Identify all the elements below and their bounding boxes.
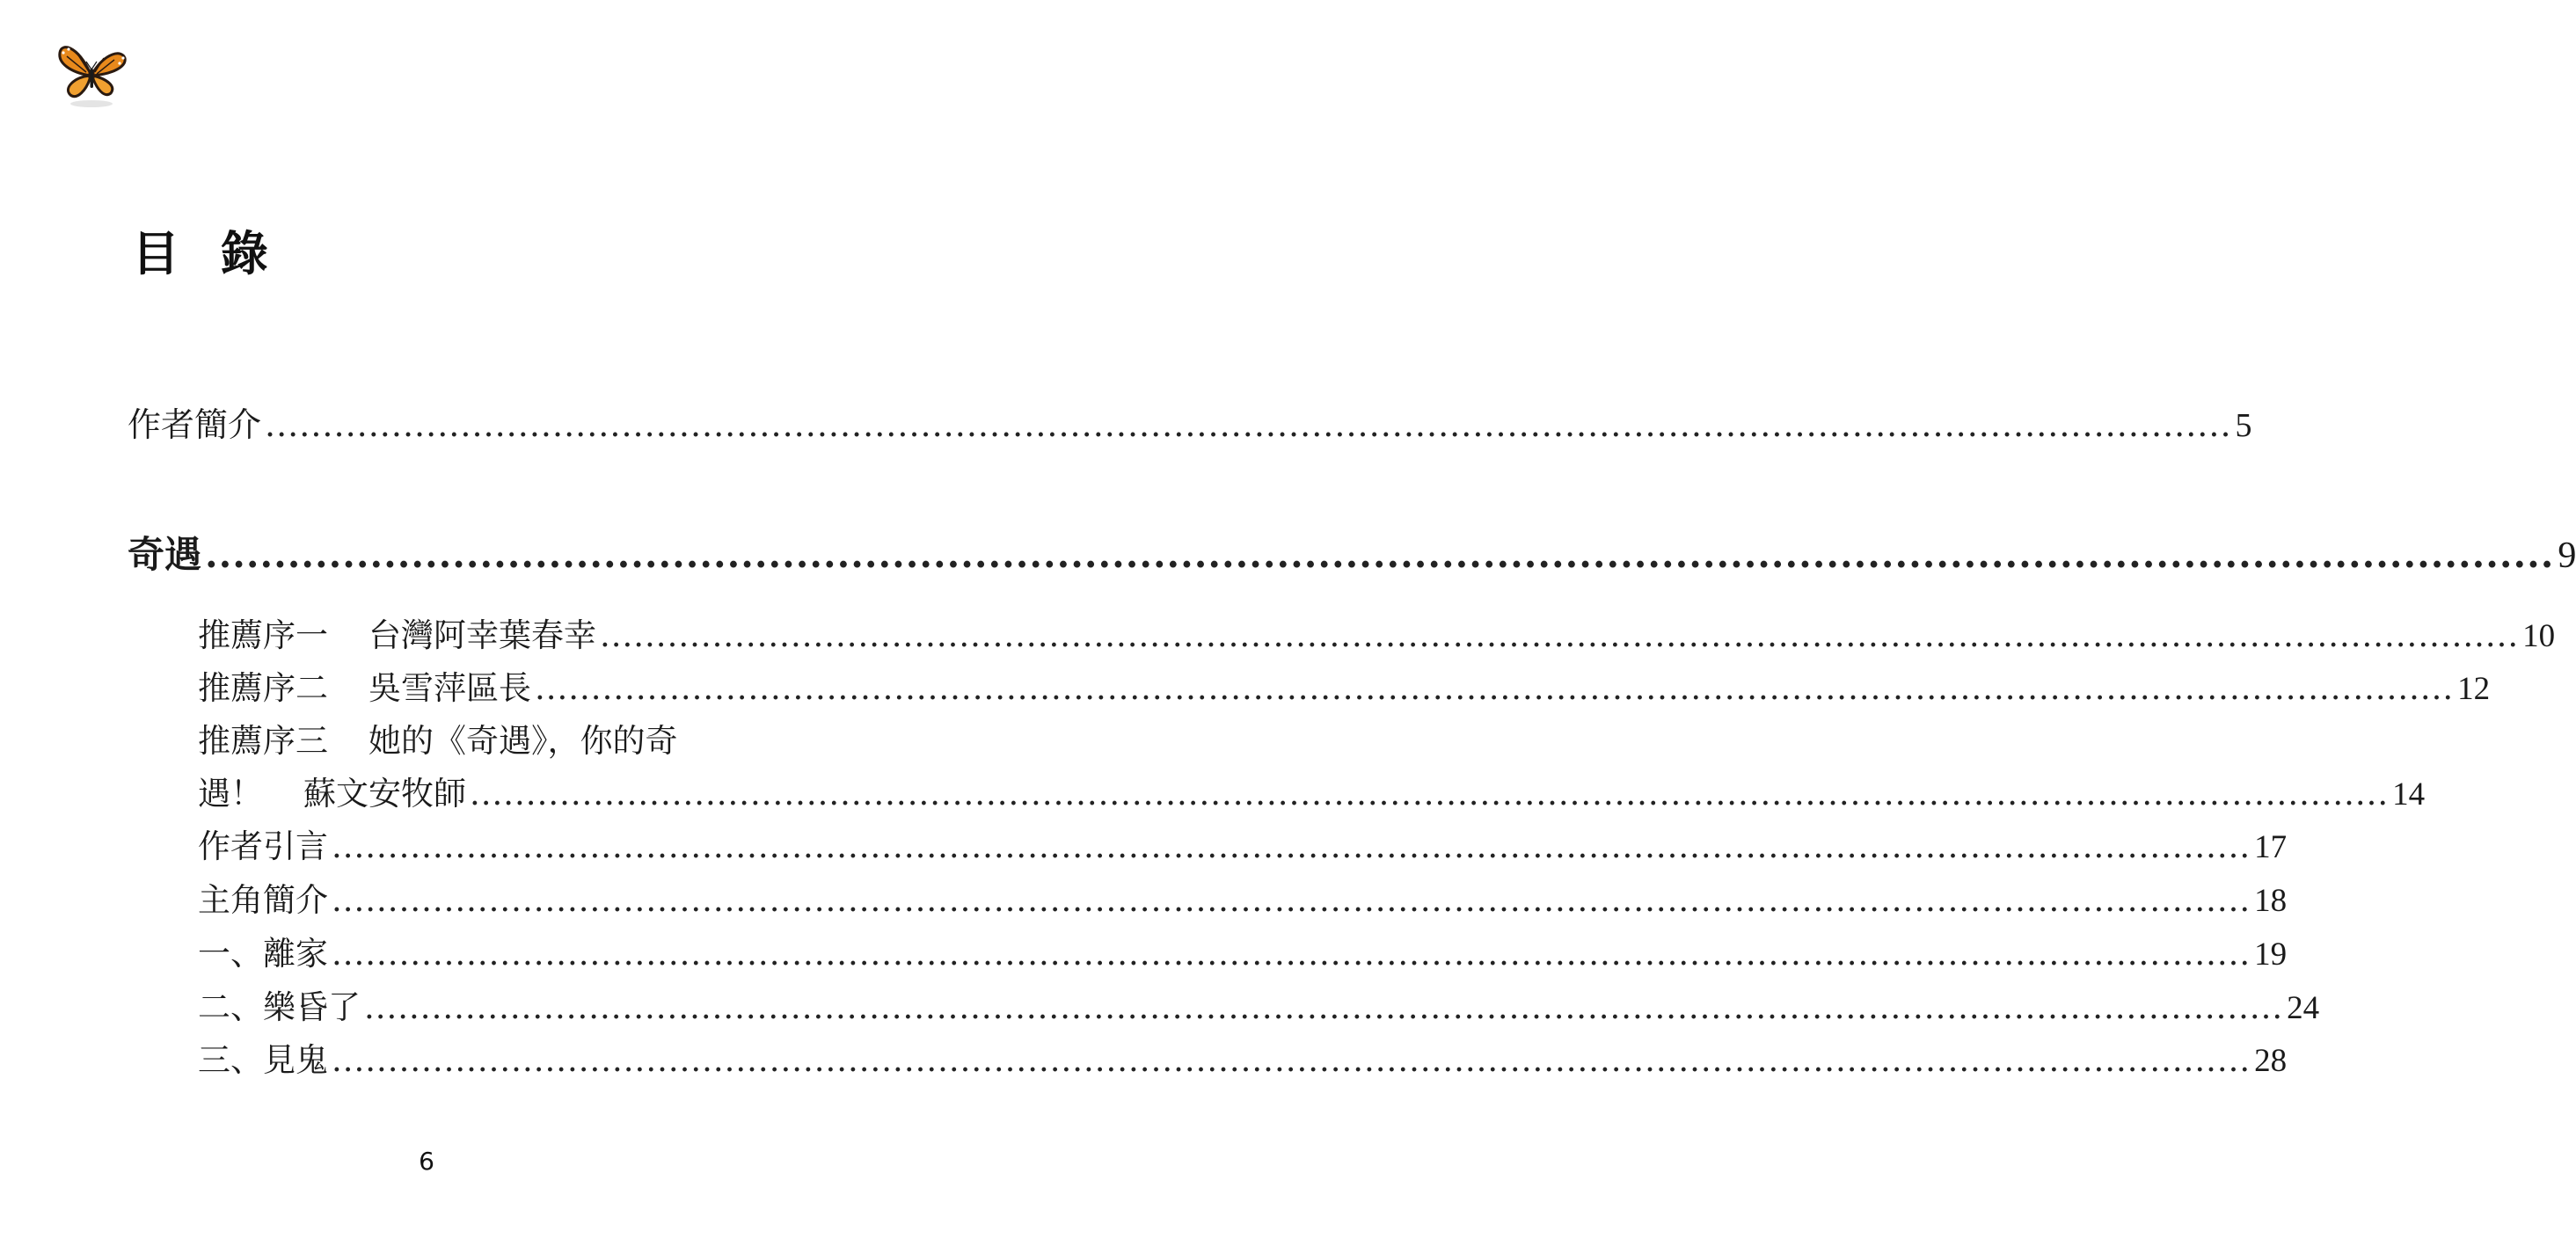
toc-section-label: 奇遇 [128, 533, 202, 576]
toc-leader: ........................................................................................................................................................................... [470, 775, 2390, 813]
toc-label: 作者引言 [198, 827, 328, 865]
toc-label: 一、離家 [198, 935, 328, 973]
toc-entry[interactable] [198, 873, 2288, 921]
toc-page: 28 [2254, 1043, 2288, 1079]
toc-page: 10 [2522, 618, 2556, 654]
toc-entry[interactable] [198, 980, 2320, 1028]
toc-page: 18 [2254, 883, 2288, 919]
toc-page: 9 [2558, 536, 2576, 576]
toc-leader: ........................................................................................................................................................................... [332, 881, 2251, 919]
toc-leader: ........................................................................................................................................................................... [535, 669, 2455, 707]
toc-label: 推薦序一 [198, 616, 328, 654]
toc-label: 三、見鬼 [198, 1041, 328, 1079]
toc-page: 5 [2235, 407, 2252, 444]
toc-label: 二、樂昏了 [198, 988, 361, 1026]
toc-label: 她的《奇遇》，你的奇 [369, 722, 678, 760]
toc-leader: ........................................................................................................................................................................... [332, 1041, 2251, 1079]
toc-entry-continuation[interactable] [198, 767, 2426, 814]
toc-label: 吳雪萍區長 [369, 669, 531, 707]
toc-label: 推薦序三 [198, 722, 328, 760]
toc-entry[interactable] [198, 661, 2491, 709]
toc-leader: ........................................................................................................................................................................... [332, 935, 2251, 973]
toc-leader: ........................................................................................................................................................................... [205, 533, 2555, 576]
toc-entry[interactable] [198, 927, 2288, 974]
toc-entry[interactable] [198, 1033, 2288, 1081]
toc-page: 14 [2392, 776, 2426, 813]
toc-section-qiyu[interactable] [128, 526, 2576, 579]
toc-label: 推薦序二 [198, 669, 328, 707]
toc-entry[interactable] [198, 714, 727, 762]
page-number: 6 [419, 1147, 434, 1176]
toc-entry[interactable] [198, 609, 2556, 656]
toc-leader: ........................................................................................................................................................................... [265, 405, 2232, 444]
toc-label: 台灣阿幸葉春幸 [369, 616, 596, 654]
toc-leader: ........................................................................................................................................................................... [332, 827, 2251, 865]
toc-page: 12 [2457, 671, 2491, 707]
butterfly-icon [51, 37, 132, 109]
toc-leader: ........................................................................................................................................................................... [600, 616, 2520, 654]
toc-entry-author-intro[interactable] [128, 397, 2252, 446]
page-title: 目 錄 [132, 226, 281, 281]
toc-page: 19 [2254, 937, 2288, 973]
toc-page: 17 [2254, 829, 2288, 865]
toc-label: 蘇文安牧師 [303, 775, 466, 813]
toc-label: 遇！ [198, 775, 263, 813]
toc-label: 主角簡介 [198, 881, 328, 919]
toc-leader: ........................................................................................................................................................................... [364, 988, 2284, 1026]
toc-page: 24 [2287, 990, 2320, 1026]
toc-label: 作者簡介 [128, 405, 262, 444]
toc-entry[interactable] [198, 820, 2288, 867]
